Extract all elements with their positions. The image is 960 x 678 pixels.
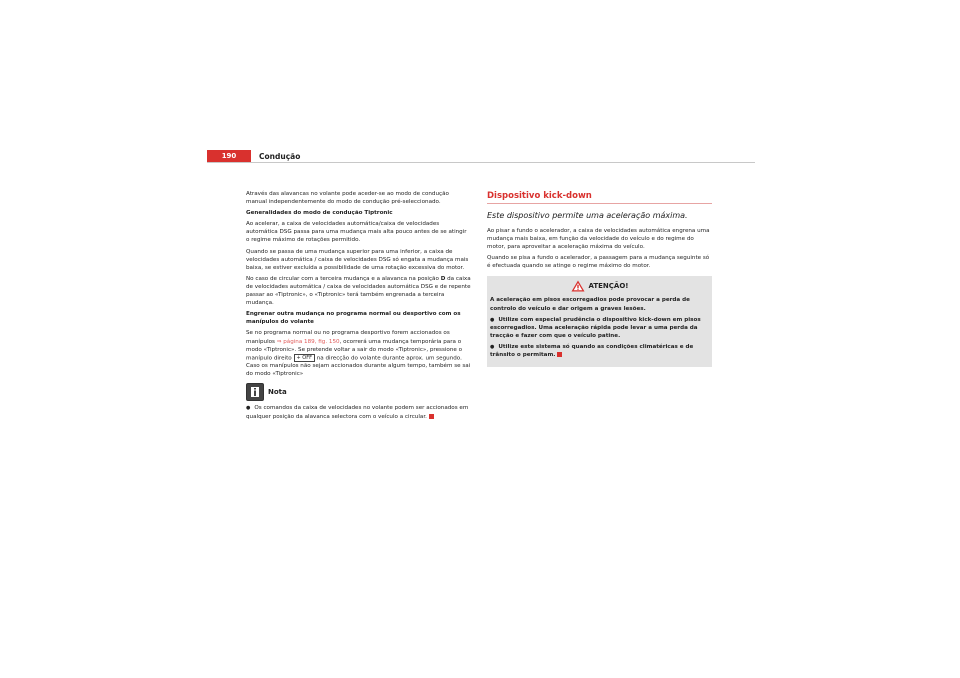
warning-bullet-1: ● Utilize com especial prudência o dispositivo kick-down em pisos escorregadios. Uma aceleração rápida pode levar a uma perda da tracção e fazer com que o veículo patine.	[490, 316, 709, 340]
position-d: D	[440, 275, 446, 282]
note-icon	[246, 383, 264, 401]
kickdown-paragraph-1: Ao pisar a fundo o acelerador, a caixa de velocidades automática engrena uma mudança mais baixa, em função da velocidade do veículo e do regime do motor, para aproveitar a aceleração máxima do veículo.	[487, 228, 710, 251]
warning-header	[490, 280, 709, 292]
paragraph-acceleration: Ao acelerar, a caixa de velocidades automática/caixa de velocidades automática DSG passa para uma mudança mais alta pouco antes de se atingir o regime máximo de rotações permitido.	[246, 221, 467, 244]
left-column	[246, 190, 471, 424]
warning-box	[487, 276, 712, 367]
warning-triangle-icon	[571, 280, 585, 292]
note-header	[246, 383, 471, 401]
tiptronic-heading: Generalidades do modo de condução Tiptronic	[246, 210, 393, 217]
note-title: Nota	[268, 388, 287, 397]
paragraph-paddles: Se no programa normal ou no programa desportivo forem accionados os manípulos ⇒ página 189, fig. 150, ocorrerá uma mudança temporária para o modo «Tiptronic». Se pretende voltar a sair do modo «Tiptronic», pressione o manípulo direito + OFF na direcção do volante durante aprox. um segundo. Caso os manípulos não sejam accionados durante algum tempo, também se sai do modo «Tiptronic»	[246, 330, 471, 378]
note-bullet: ● Os comandos da caixa de velocidades no volante podem ser accionados em qualquer posição da alavanca selectora com o veículo a circular.	[246, 404, 471, 420]
chapter-title: Condução	[259, 152, 301, 161]
page-number: 190	[207, 150, 251, 163]
intro-paragraph: Através das alavancas no volante pode aceder-se ao modo de condução manual independentemente do modo de condução pré-seleccionado.	[246, 191, 449, 206]
header-divider	[207, 162, 755, 163]
kickdown-paragraph-2: Quando se pisa a fundo o acelerador, a passagem para a mudança seguinte só é efectuada quando se atinge o regime máximo do motor.	[487, 255, 710, 270]
paragraph-third-gear: No caso de circular com a terceira mudança e a alavanca na posição D da caixa de velocidades automática / caixa de velocidades automática DSG e de repente passar ao «Tiptronic», o «Tiptronic» terá também engrenada a terceira mudança.	[246, 275, 471, 307]
paragraph-downshift: Quando se passa de uma mudança superior para uma inferior, a caixa de velocidades automática / caixa de velocidades DSG só engata a mudança mais baixa, se estiver excluída a possibilidade de uma rotação excessiva do motor.	[246, 248, 469, 271]
plus-off-button-symbol: + OFF	[294, 354, 315, 362]
section-title-kickdown: Dispositivo kick-down	[487, 190, 712, 204]
warning-paragraph: A aceleração em pisos escorregadios pode provocar a perda de controlo do veículo e dar origem a graves lesões.	[490, 297, 690, 312]
section-subtitle: Este dispositivo permite uma aceleração máxima.	[487, 211, 688, 220]
right-column	[487, 190, 712, 367]
warning-bullet-2: ● Utilize este sistema só quando as condições climatéricas e de trânsito o permitam.	[490, 343, 709, 359]
end-mark-icon	[429, 414, 434, 419]
paddles-heading: Engrenar outra mudança no programa normal ou desportivo com os manípulos do volante	[246, 311, 461, 326]
page-reference-link[interactable]: ⇒ página 189, fig. 150	[276, 338, 340, 345]
end-mark-icon	[557, 352, 562, 357]
warning-title: ATENÇÃO!	[588, 282, 629, 291]
